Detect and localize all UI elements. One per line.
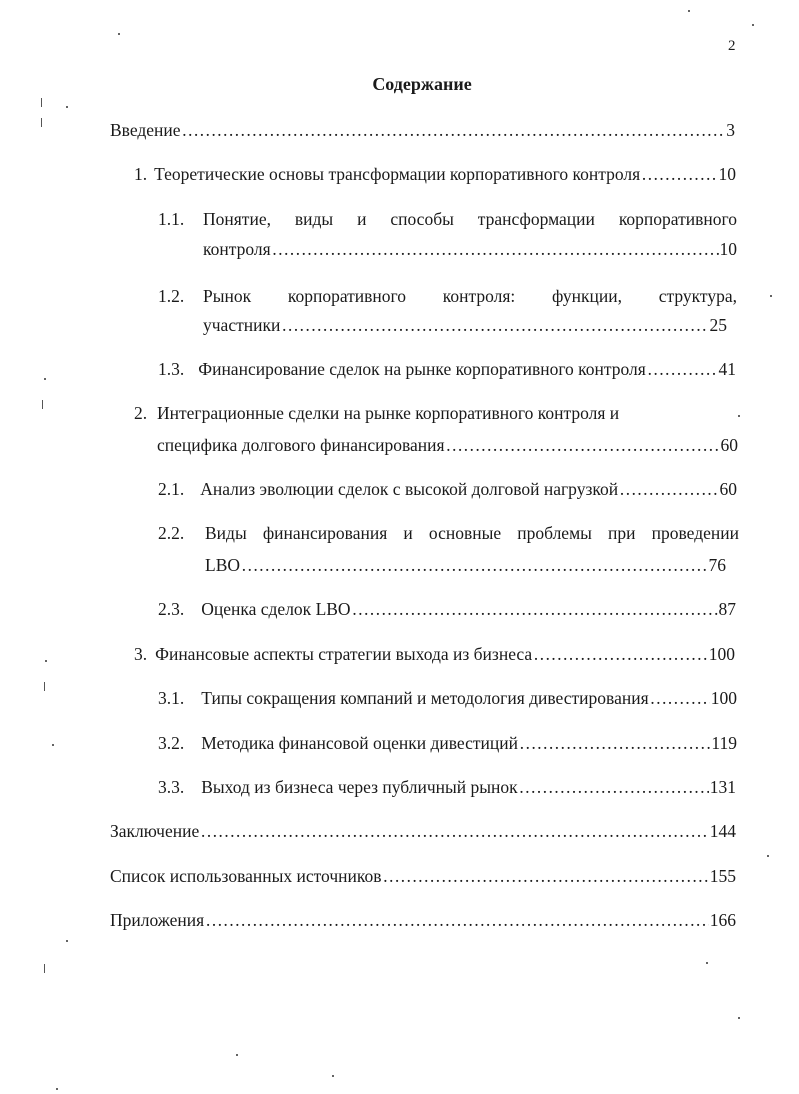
scan-speck	[236, 1054, 238, 1056]
toc-entry-references[interactable]	[110, 865, 736, 887]
toc-page: 155	[709, 866, 736, 886]
toc-page: 87	[718, 599, 736, 619]
toc-number: 1.3.	[158, 359, 185, 379]
toc-page: 76	[708, 555, 726, 575]
scan-speck	[44, 378, 46, 380]
toc-number: 3.3.	[158, 777, 185, 797]
dot-leader	[383, 865, 709, 887]
dot-leader	[352, 598, 718, 620]
toc-label: Методика финансовой оценки дивестиций	[201, 733, 519, 753]
scan-speck	[738, 1017, 740, 1019]
toc-number: 1.2.	[158, 286, 185, 306]
scan-speck	[66, 106, 68, 108]
page-title: Содержание	[372, 74, 472, 94]
scan-speck	[738, 415, 740, 417]
dot-leader	[533, 643, 708, 665]
scan-speck	[52, 744, 54, 746]
dot-leader	[519, 776, 709, 798]
toc-number: 2.	[134, 403, 148, 423]
toc-label: Введение	[110, 120, 181, 140]
toc-entry-2-3[interactable]	[158, 598, 736, 620]
toc-entry-chapter3[interactable]	[134, 643, 735, 665]
toc-label-line2-row	[203, 314, 727, 336]
toc-label: Анализ эволюции сделок с высокой долговой нагрузкой	[200, 479, 619, 499]
toc-label: Финансовые аспекты стратегии выхода из бизнеса	[155, 644, 533, 664]
toc-entry-3-1[interactable]	[158, 687, 737, 709]
toc-entry-2-1[interactable]	[158, 478, 737, 500]
toc-number: 3.	[134, 644, 148, 664]
toc-label: Типы сокращения компаний и методология дивестирования	[201, 688, 649, 708]
toc-number: 3.1.	[158, 688, 185, 708]
toc-label-line2: специфика долгового финансирования	[157, 435, 445, 455]
scan-mark	[41, 98, 42, 107]
toc-number: 2.1.	[158, 479, 185, 499]
toc-label: Финансирование сделок на рынке корпоративного контроля	[198, 359, 646, 379]
toc-label-line2-row	[205, 554, 726, 576]
toc-page: 131	[709, 777, 736, 797]
toc-entry-intro[interactable]	[110, 119, 735, 141]
dot-leader	[519, 732, 710, 754]
scan-mark	[44, 964, 45, 973]
scan-mark	[41, 118, 42, 127]
toc-page: 25	[709, 315, 727, 335]
scan-speck	[45, 660, 47, 662]
toc-label-line2: LBO	[205, 555, 240, 575]
dot-leader	[619, 478, 718, 500]
toc-page: 100	[708, 644, 735, 664]
toc-entry-3-2[interactable]	[158, 732, 737, 754]
scan-speck	[767, 855, 769, 857]
dot-leader	[241, 554, 708, 576]
scan-speck	[688, 10, 690, 12]
toc-label-line2-row	[157, 434, 738, 456]
toc-label-line2: участники	[203, 315, 281, 335]
scan-speck	[332, 1075, 334, 1077]
toc-label-line1: Виды финансирования и основные проблемы при проведении	[205, 523, 739, 543]
toc-page: 60	[719, 479, 737, 499]
toc-page: 41	[718, 359, 736, 379]
toc-page: 166	[709, 910, 736, 930]
scan-mark	[44, 682, 45, 691]
dot-leader	[446, 434, 720, 456]
toc-entry-appendices[interactable]	[110, 909, 736, 931]
toc-label: Приложения	[110, 910, 205, 930]
toc-entry-1-3[interactable]	[158, 358, 736, 380]
toc-page: 144	[709, 821, 736, 841]
scan-speck	[56, 1088, 58, 1090]
toc-number: 3.2.	[158, 733, 185, 753]
toc-page: 100	[710, 688, 737, 708]
scan-speck	[752, 24, 754, 26]
toc-entry-3-3[interactable]	[158, 776, 736, 798]
toc-page: 10	[719, 239, 737, 259]
scan-speck	[770, 295, 772, 297]
page-number: 2	[728, 38, 736, 54]
dot-leader	[281, 314, 708, 336]
toc-label: Теоретические основы трансформации корпоративного контроля	[154, 164, 641, 184]
scan-speck	[118, 33, 120, 35]
toc-label-line1: Рынок корпоративного контроля: функции, структура,	[203, 286, 737, 306]
dot-leader	[182, 119, 726, 141]
toc-number: 1.	[134, 164, 148, 184]
toc-label: Заключение	[110, 821, 200, 841]
dot-leader	[647, 358, 718, 380]
toc-number: 2.2.	[158, 523, 185, 543]
scan-speck	[66, 940, 68, 942]
scan-speck	[706, 962, 708, 964]
toc-label: Выход из бизнеса через публичный рынок	[201, 777, 518, 797]
dot-leader	[641, 163, 717, 185]
toc-page: 119	[711, 733, 737, 753]
toc-page: 3	[726, 120, 735, 140]
dot-leader	[650, 687, 710, 709]
toc-label-line1: Понятие, виды и способы трансформации корпоративного	[203, 209, 737, 229]
toc-page: 60	[720, 435, 738, 455]
toc-label-line2: контроля	[203, 239, 271, 259]
toc-number: 1.1.	[158, 209, 185, 229]
scan-mark	[42, 400, 43, 409]
toc-label: Оценка сделок LBO	[201, 599, 351, 619]
toc-entry-chapter1[interactable]	[134, 163, 736, 185]
toc-entry-conclusion[interactable]	[110, 820, 736, 842]
toc-number: 2.3.	[158, 599, 185, 619]
dot-leader	[272, 238, 719, 260]
toc-label: Список использованных источников	[110, 866, 382, 886]
toc-page: 10	[718, 164, 736, 184]
dot-leader	[205, 909, 709, 931]
toc-label-line2-row	[203, 238, 737, 260]
dot-leader	[200, 820, 709, 842]
toc-label-line1: Интеграционные сделки на рынке корпоративного контроля и	[157, 403, 620, 423]
